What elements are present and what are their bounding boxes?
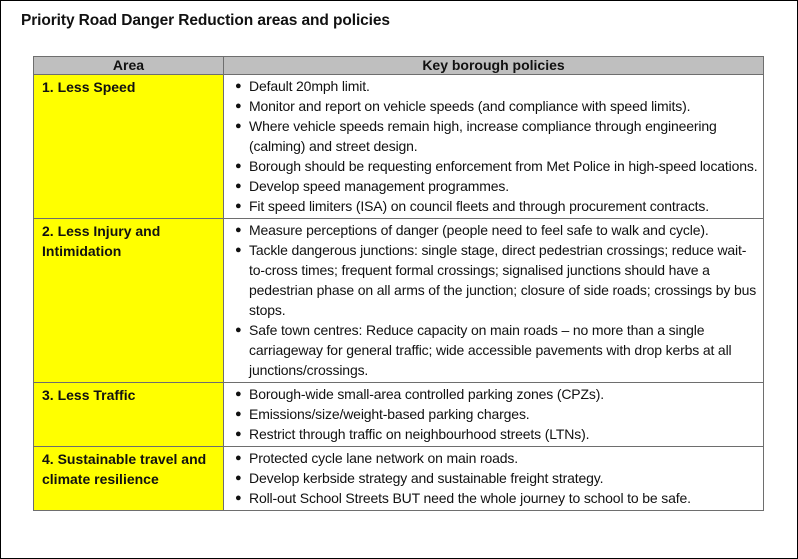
policy-text: Tackle dangerous junctions: single stage, direct pedestrian crossings; reduce wait-to-cross times; frequent formal crossings; signalised junctions should have a pedestrian phase on all arms of the junction; closure of side roads; crossings by bus stops. bbox=[249, 242, 757, 318]
policy-text: Emissions/size/weight-based parking charges. bbox=[249, 406, 530, 422]
policy-item bbox=[234, 488, 759, 508]
policy-text: Where vehicle speeds remain high, increase compliance through engineering (calming) and street design. bbox=[249, 118, 717, 154]
bullet-icon: ● bbox=[235, 408, 242, 420]
policy-item bbox=[234, 116, 759, 156]
policy-item bbox=[234, 156, 759, 176]
policy-item bbox=[234, 196, 759, 216]
policy-item bbox=[234, 448, 759, 468]
area-cell: 1. Less Speed bbox=[34, 75, 224, 219]
bullet-icon: ● bbox=[235, 452, 242, 464]
policies-cell bbox=[224, 447, 764, 511]
bullet-icon: ● bbox=[235, 492, 242, 504]
table-header-row bbox=[34, 57, 764, 75]
policies-cell bbox=[224, 75, 764, 219]
policy-text: Fit speed limiters (ISA) on council fleets and through procurement contracts. bbox=[249, 198, 710, 214]
header-area: Area bbox=[34, 57, 224, 75]
policy-item bbox=[234, 424, 759, 444]
bullet-icon: ● bbox=[235, 200, 242, 212]
policies-cell bbox=[224, 219, 764, 383]
bullet-icon: ● bbox=[235, 388, 242, 400]
policy-text: Borough-wide small-area controlled parking zones (CPZs). bbox=[249, 386, 604, 402]
bullet-icon: ● bbox=[235, 428, 242, 440]
table-row bbox=[34, 383, 764, 447]
policy-list bbox=[234, 384, 759, 444]
area-cell: 4. Sustainable travel and climate resilience bbox=[34, 447, 224, 511]
table-row bbox=[34, 219, 764, 383]
policy-text: Roll-out School Streets BUT need the whole journey to school to be safe. bbox=[249, 490, 691, 506]
policies-cell bbox=[224, 383, 764, 447]
header-key-policies: Key borough policies bbox=[224, 57, 764, 75]
bullet-icon: ● bbox=[235, 224, 242, 236]
document-title: Priority Road Danger Reduction areas and policies bbox=[21, 12, 390, 29]
area-cell: 2. Less Injury and Intimidation bbox=[34, 219, 224, 383]
policy-item bbox=[234, 384, 759, 404]
policy-text: Measure perceptions of danger (people need to feel safe to walk and cycle). bbox=[249, 222, 709, 238]
policy-item bbox=[234, 176, 759, 196]
bullet-icon: ● bbox=[235, 244, 242, 256]
bullet-icon: ● bbox=[235, 120, 242, 132]
policy-item bbox=[234, 468, 759, 488]
bullet-icon: ● bbox=[235, 472, 242, 484]
policy-text: Restrict through traffic on neighbourhood streets (LTNs). bbox=[249, 426, 590, 442]
area-cell: 3. Less Traffic bbox=[34, 383, 224, 447]
policy-list bbox=[234, 76, 759, 216]
bullet-icon: ● bbox=[235, 100, 242, 112]
policy-text: Default 20mph limit. bbox=[249, 78, 370, 94]
policy-list bbox=[234, 448, 759, 508]
policy-text: Monitor and report on vehicle speeds (and compliance with speed limits). bbox=[249, 98, 691, 114]
policy-item bbox=[234, 96, 759, 116]
policy-item bbox=[234, 320, 759, 380]
policy-item bbox=[234, 240, 759, 320]
policy-list bbox=[234, 220, 759, 380]
policy-text: Protected cycle lane network on main roads. bbox=[249, 450, 519, 466]
policy-item bbox=[234, 404, 759, 424]
policies-table bbox=[33, 56, 764, 511]
table-row bbox=[34, 447, 764, 511]
bullet-icon: ● bbox=[235, 180, 242, 192]
policy-item bbox=[234, 76, 759, 96]
bullet-icon: ● bbox=[235, 80, 242, 92]
bullet-icon: ● bbox=[235, 324, 242, 336]
policy-text: Borough should be requesting enforcement from Met Police in high-speed locations. bbox=[249, 158, 758, 174]
bullet-icon: ● bbox=[235, 160, 242, 172]
policy-item bbox=[234, 220, 759, 240]
policy-text: Safe town centres: Reduce capacity on main roads – no more than a single carriageway for general traffic; wide accessible pavements with drop kerbs at all junctions/crossings. bbox=[249, 322, 732, 378]
table-row bbox=[34, 75, 764, 219]
policy-text: Develop speed management programmes. bbox=[249, 178, 509, 194]
policy-text: Develop kerbside strategy and sustainable freight strategy. bbox=[249, 470, 604, 486]
